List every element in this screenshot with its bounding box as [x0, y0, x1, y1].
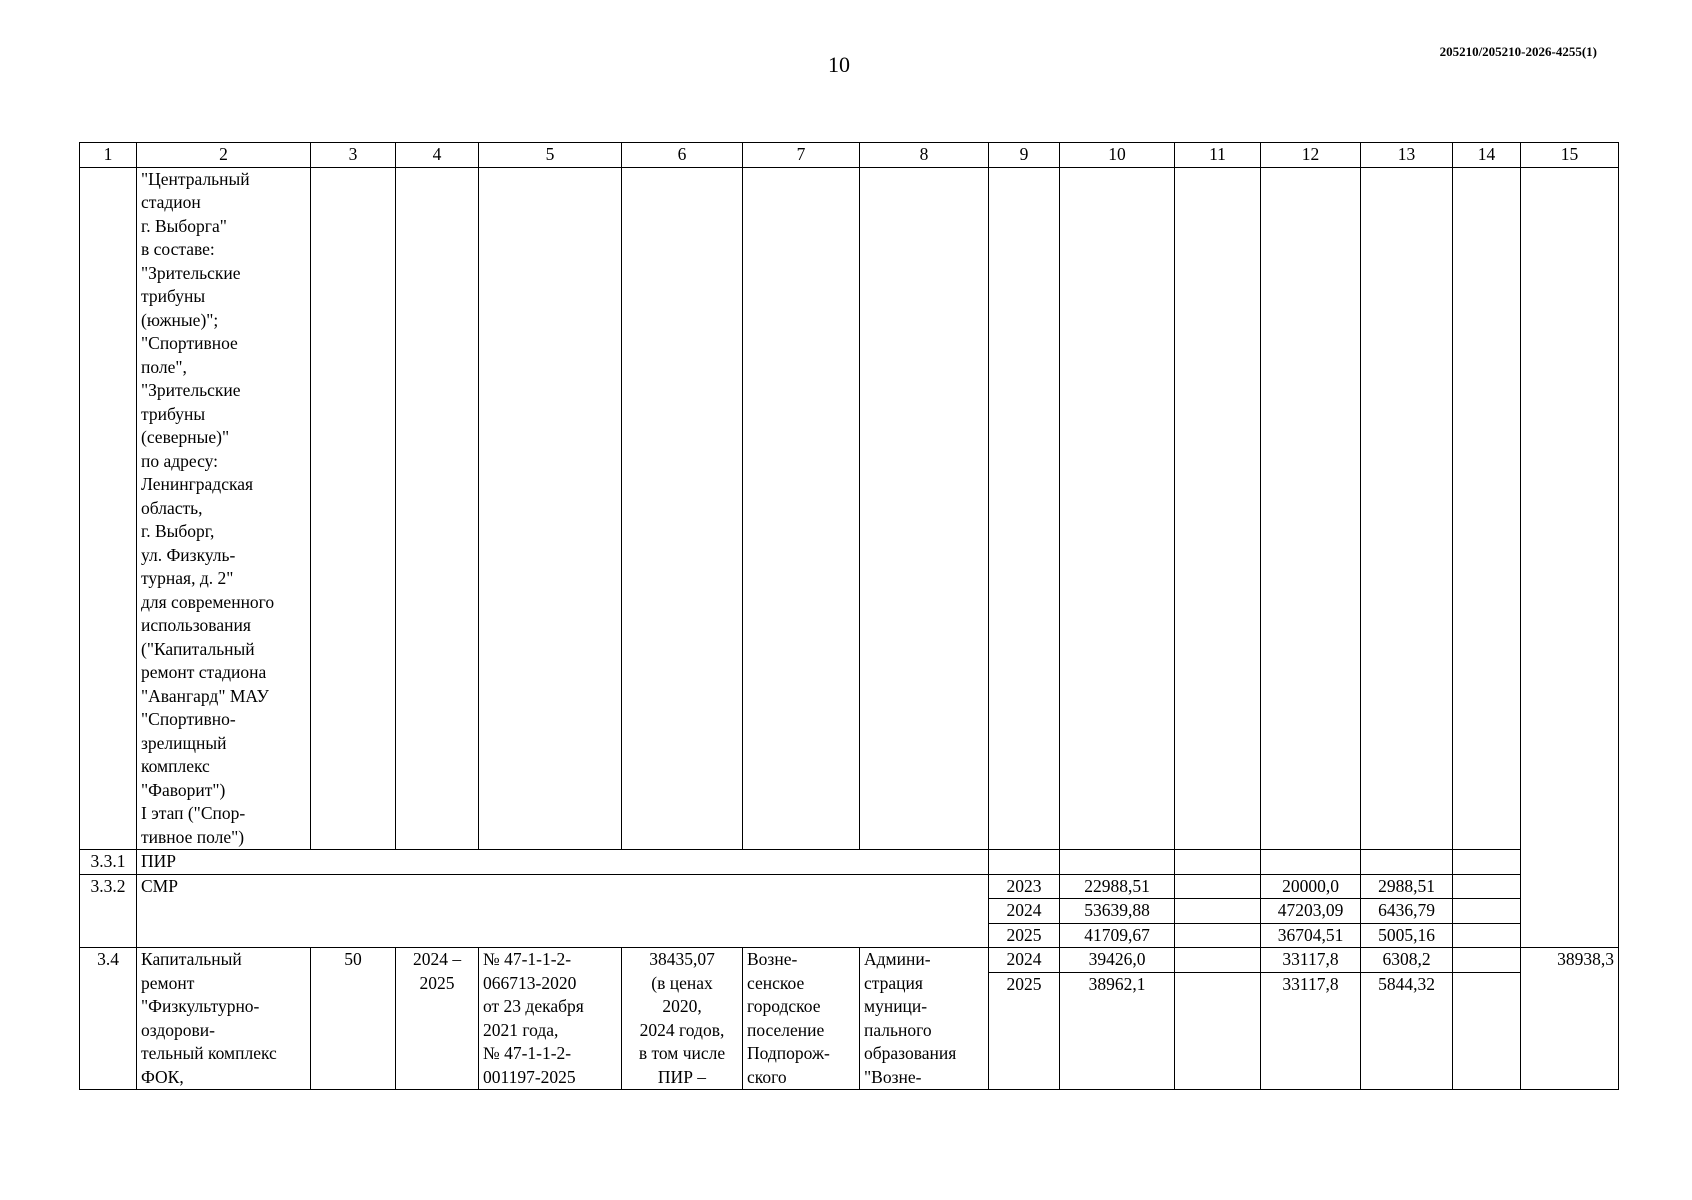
cell	[860, 167, 989, 850]
col-header: 4	[396, 143, 479, 168]
cell	[479, 167, 622, 850]
table-row	[80, 850, 1619, 875]
col-header: 2	[137, 143, 311, 168]
col-header: 11	[1175, 143, 1261, 168]
col-header: 8	[860, 143, 989, 168]
row-label: ПИР	[137, 850, 989, 875]
cell	[1453, 899, 1521, 924]
cell	[622, 167, 743, 850]
cell	[1175, 874, 1261, 899]
col-header: 7	[743, 143, 860, 168]
row-number: 3.3.1	[80, 850, 137, 875]
cell	[1175, 850, 1261, 875]
capacity-cell: 50	[311, 948, 396, 1090]
value-cell: 36704,51	[1261, 923, 1361, 948]
cell	[1060, 850, 1175, 875]
cost-cell: 38435,07 (в ценах 2020, 2024 годов, в том числе ПИР –	[622, 948, 743, 1090]
row-label: СМР	[137, 874, 989, 948]
col-header: 14	[1453, 143, 1521, 168]
value-cell: 6308,2	[1361, 948, 1453, 973]
year-cell: 2024	[989, 899, 1060, 924]
cell	[1175, 923, 1261, 948]
cell	[396, 167, 479, 850]
cell	[1175, 899, 1261, 924]
cell	[1453, 167, 1521, 850]
value-cell: 47203,09	[1261, 899, 1361, 924]
col-header: 1	[80, 143, 137, 168]
row-number: 3.3.2	[80, 874, 137, 948]
year-cell: 2024	[989, 948, 1060, 973]
administration-cell: Админи- страция муници- пального образования "Возне-	[860, 948, 989, 1090]
value-cell: 20000,0	[1261, 874, 1361, 899]
cell	[1453, 948, 1521, 973]
value-cell: 39426,0	[1060, 948, 1175, 973]
value-cell: 38962,1	[1060, 972, 1175, 1089]
cell	[1453, 923, 1521, 948]
cell	[1453, 850, 1521, 875]
cell	[989, 167, 1060, 850]
cell	[989, 850, 1060, 875]
municipality-cell: Возне- сенское городское поселение Подпорож- ского	[743, 948, 860, 1090]
column-number-row	[80, 143, 1619, 168]
data-table	[79, 142, 1619, 1090]
col-header: 12	[1261, 143, 1361, 168]
cell	[1060, 167, 1175, 850]
expertise-cell: № 47-1-1-2- 066713-2020 от 23 декабря 2021 года, № 47-1-1-2- 001197-2025	[479, 948, 622, 1090]
object-name-cell: "Центральный стадион г. Выборга" в составе: "Зрительские трибуны (южные)"; "Спортивное поле", "Зрительские трибуны (северные)" по адресу: Ленинградская область, г. Выборг, ул. Физкуль- турная, д. 2" для современного использования ("Капитальный ремонт стадиона "Авангард" МАУ "Спортивно- зрелищный комплекс "Фаворит") I этап ("Спор- тивное поле")	[137, 167, 311, 850]
cell	[1261, 167, 1361, 850]
col-header: 10	[1060, 143, 1175, 168]
col-header: 15	[1521, 143, 1619, 168]
value-cell: 6436,79	[1361, 899, 1453, 924]
value-cell: 5844,32	[1361, 972, 1453, 1089]
table-row	[80, 874, 1619, 899]
cell	[1453, 972, 1521, 1089]
col-header: 6	[622, 143, 743, 168]
cell	[743, 167, 860, 850]
object-name-cell: Капитальный ремонт "Физкультурно- оздорови- тельный комплекс ФОК,	[137, 948, 311, 1090]
cell	[1453, 874, 1521, 899]
col-header: 3	[311, 143, 396, 168]
value-cell: 53639,88	[1060, 899, 1175, 924]
value-cell: 5005,16	[1361, 923, 1453, 948]
col-header: 9	[989, 143, 1060, 168]
period-cell: 2024 – 2025	[396, 948, 479, 1090]
value-cell: 22988,51	[1060, 874, 1175, 899]
page-number: 10	[828, 52, 850, 77]
value-cell: 33117,8	[1261, 948, 1361, 973]
year-cell: 2025	[989, 972, 1060, 1089]
table-row	[80, 948, 1619, 973]
cell	[1175, 948, 1261, 973]
col-header: 5	[479, 143, 622, 168]
value-cell: 33117,8	[1261, 972, 1361, 1089]
cell	[1361, 167, 1453, 850]
col-header: 13	[1361, 143, 1453, 168]
year-cell: 2023	[989, 874, 1060, 899]
cell	[80, 167, 137, 850]
value-cell: 41709,67	[1060, 923, 1175, 948]
cell	[1175, 972, 1261, 1089]
row-number: 3.4	[80, 948, 137, 1090]
document-code: 205210/205210-2026-4255(1)	[1439, 44, 1597, 59]
cell	[1521, 167, 1619, 948]
year-cell: 2025	[989, 923, 1060, 948]
value-cell: 2988,51	[1361, 874, 1453, 899]
cell	[1261, 850, 1361, 875]
table-row	[80, 167, 1619, 850]
value-cell: 38938,3	[1521, 948, 1619, 1090]
cell	[1361, 850, 1453, 875]
cell	[311, 167, 396, 850]
cell	[1175, 167, 1261, 850]
